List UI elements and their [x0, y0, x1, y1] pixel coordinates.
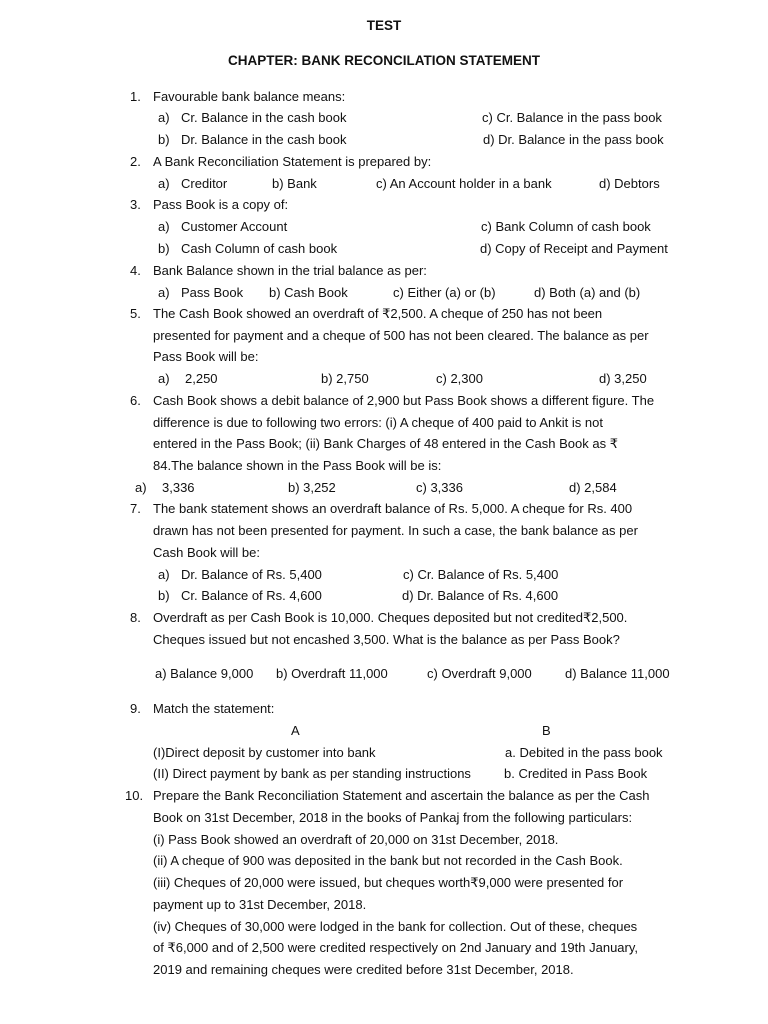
- option-marker: a): [135, 480, 147, 495]
- question-text: A Bank Reconciliation Statement is prepared by:: [153, 154, 432, 169]
- option-text: b) 2,750: [321, 371, 369, 386]
- option-text: c) Either (a) or (b): [393, 285, 496, 300]
- question-text: Cash Book will be:: [153, 545, 260, 560]
- question-text: The bank statement shows an overdraft balance of Rs. 5,000. A cheque for Rs. 400: [153, 501, 633, 516]
- test-title: TEST: [366, 18, 402, 33]
- option-text: a) Balance 9,000: [155, 666, 254, 681]
- question-text: presented for payment and a cheque of 500 has not been cleared. The balance as per: [153, 328, 649, 343]
- column-heading-a: A: [291, 723, 300, 738]
- option-marker: a): [158, 219, 170, 234]
- match-item: a. Debited in the pass book: [505, 745, 663, 760]
- option-text: c) 3,336: [416, 480, 463, 495]
- match-item: (I)Direct deposit by customer into bank: [153, 745, 376, 760]
- question-text: Book on 31st December, 2018 in the books of Pankaj from the following particulars:: [153, 810, 633, 825]
- option-text: Pass Book: [181, 285, 244, 300]
- option-text: Cr. Balance of Rs. 4,600: [181, 588, 322, 603]
- option-text: Dr. Balance of Rs. 5,400: [181, 567, 322, 582]
- question-number: 2.: [130, 154, 141, 169]
- option-text: Customer Account: [181, 219, 288, 234]
- option-marker: a): [158, 110, 170, 125]
- question-text: difference is due to following two errors: (i) A cheque of 400 paid to Ankit is not: [153, 415, 603, 430]
- question-number: 8.: [130, 610, 141, 625]
- question-number: 9.: [130, 701, 141, 716]
- question-text: Overdraft as per Cash Book is 10,000. Cheques deposited but not credited₹2,500.: [153, 610, 628, 625]
- option-text: b) 3,252: [288, 480, 336, 495]
- question-text: Cheques issued but not encashed 3,500. What is the balance as per Pass Book?: [153, 632, 620, 647]
- chapter-title: CHAPTER: BANK RECONCILATION STATEMENT: [228, 53, 540, 68]
- column-heading-b: B: [542, 723, 551, 738]
- option-text: d) 2,584: [569, 480, 617, 495]
- option-text: d) Copy of Receipt and Payment: [480, 241, 668, 256]
- question-text: drawn has not been presented for payment. In such a case, the bank balance as per: [153, 523, 638, 538]
- option-text: b) Cash Book: [269, 285, 348, 300]
- option-text: 2,250: [185, 371, 218, 386]
- question-number: 3.: [130, 197, 141, 212]
- question-text: Pass Book will be:: [153, 349, 259, 364]
- option-text: Dr. Balance in the cash book: [181, 132, 347, 147]
- question-number: 4.: [130, 263, 141, 278]
- question-text: Cash Book shows a debit balance of 2,900 but Pass Book shows a different figure. The: [153, 393, 655, 408]
- question-text: (iii) Cheques of 20,000 were issued, but cheques worth₹9,000 were presented for: [153, 875, 624, 890]
- question-number: 6.: [130, 393, 141, 408]
- option-text: c) Overdraft 9,000: [427, 666, 532, 681]
- option-marker: b): [158, 241, 170, 256]
- option-text: c) 2,300: [436, 371, 483, 386]
- option-marker: a): [158, 285, 170, 300]
- match-item: (II) Direct payment by bank as per standing instructions: [153, 766, 471, 781]
- option-text: b) Bank: [272, 176, 317, 191]
- option-marker: b): [158, 132, 170, 147]
- option-text: c) Cr. Balance of Rs. 5,400: [403, 567, 559, 582]
- option-text: d) Dr. Balance in the pass book: [483, 132, 664, 147]
- option-text: d) Debtors: [599, 176, 660, 191]
- question-number: 1.: [130, 89, 141, 104]
- option-marker: b): [158, 588, 170, 603]
- question-text: Bank Balance shown in the trial balance as per:: [153, 263, 427, 278]
- option-text: c) An Account holder in a bank: [376, 176, 552, 191]
- option-text: d) 3,250: [599, 371, 647, 386]
- option-text: d) Dr. Balance of Rs. 4,600: [402, 588, 559, 603]
- question-text: of ₹6,000 and of 2,500 were credited respectively on 2nd January and 19th January,: [153, 940, 639, 955]
- question-text: 84.The balance shown in the Pass Book will be is:: [153, 458, 442, 473]
- option-text: c) Cr. Balance in the pass book: [482, 110, 662, 125]
- option-text: Cr. Balance in the cash book: [181, 110, 347, 125]
- question-text: payment up to 31st December, 2018.: [153, 897, 367, 912]
- match-item: b. Credited in Pass Book: [504, 766, 648, 781]
- question-text: entered in the Pass Book; (ii) Bank Charges of 48 entered in the Cash Book as ₹: [153, 436, 618, 451]
- question-text: Favourable bank balance means:: [153, 89, 346, 104]
- option-text: c) Bank Column of cash book: [481, 219, 651, 234]
- option-text: Creditor: [181, 176, 228, 191]
- question-text: 2019 and remaining cheques were credited before 31st December, 2018.: [153, 962, 574, 977]
- option-marker: a): [158, 567, 170, 582]
- question-text: Prepare the Bank Reconciliation Statement and ascertain the balance as per the Cash: [153, 788, 650, 803]
- option-text: Cash Column of cash book: [181, 241, 338, 256]
- question-text: Match the statement:: [153, 701, 275, 716]
- question-text: (iv) Cheques of 30,000 were lodged in the bank for collection. Out of these, cheques: [153, 919, 638, 934]
- option-text: 3,336: [162, 480, 195, 495]
- question-text: (i) Pass Book showed an overdraft of 20,000 on 31st December, 2018.: [153, 832, 559, 847]
- question-number: 5.: [130, 306, 141, 321]
- question-text: The Cash Book showed an overdraft of ₹2,500. A cheque of 250 has not been: [153, 306, 603, 321]
- question-number: 10.: [125, 788, 144, 803]
- option-text: d) Both (a) and (b): [534, 285, 641, 300]
- question-text: (ii) A cheque of 900 was deposited in the bank but not recorded in the Cash Book.: [153, 853, 623, 868]
- option-text: d) Balance 11,000: [565, 666, 670, 681]
- question-text: Pass Book is a copy of:: [153, 197, 289, 212]
- option-text: b) Overdraft 11,000: [276, 666, 388, 681]
- question-number: 7.: [130, 501, 141, 516]
- option-marker: a): [158, 176, 170, 191]
- option-marker: a): [158, 371, 170, 386]
